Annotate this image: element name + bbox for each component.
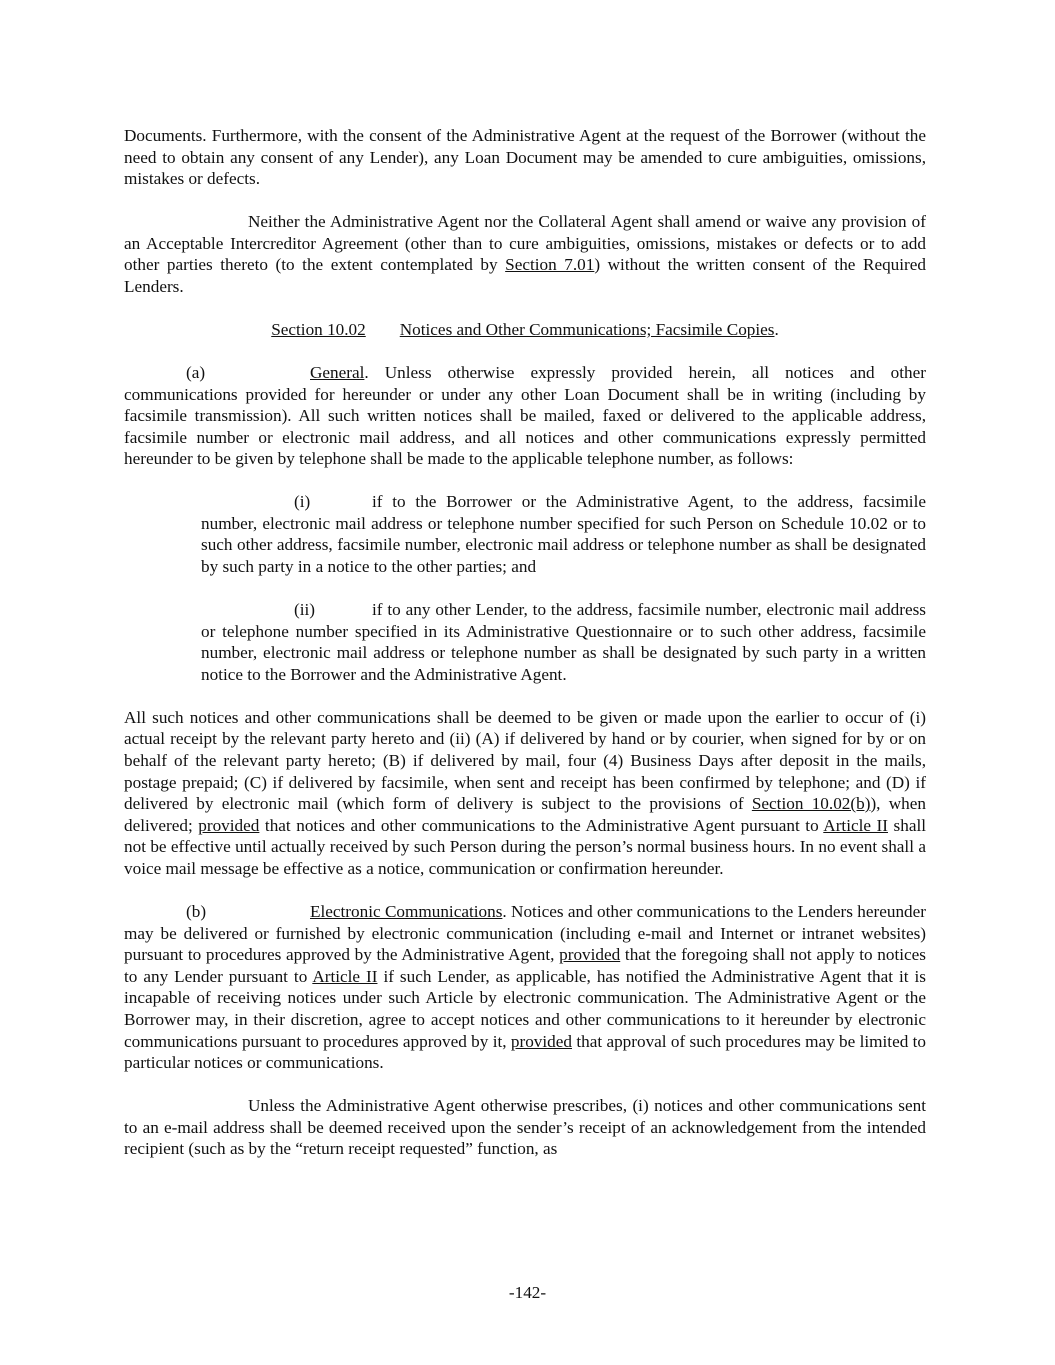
deemed-text-2: ), when delivered;: [124, 794, 926, 835]
section-title-period: .: [774, 319, 779, 339]
subsection-b-heading: Electronic Communications: [310, 901, 503, 921]
article-ii-reference-b: Article II: [312, 966, 378, 986]
subsection-a-label: (a): [186, 362, 206, 382]
subsection-b-label: (b): [186, 901, 207, 921]
paragraph-deemed-given: [124, 707, 926, 880]
deemed-text-3: that notices and other communications to the Administrative Agent pursuant to: [259, 815, 824, 835]
provided-term-2: provided: [510, 1031, 572, 1051]
subsection-a-heading: General: [310, 362, 365, 382]
section-10-02-b-reference: Section 10.02(b): [751, 794, 871, 814]
subsection-b-text-4: that approval of such procedures may be limited to particular notices or communications.: [124, 1031, 926, 1073]
paragraph-intercreditor-text-b: ) without the written consent of the Required Lenders.: [124, 255, 926, 296]
provided-term-1: provided: [559, 945, 621, 965]
section-7-01-reference: Section 7.01: [505, 255, 595, 275]
paragraph-unless: Unless the Administrative Agent otherwise prescribes, (i) notices and other communications sent to an e-mail address shall be deemed received upon the sender’s receipt of an acknowledgement from the intended recipient (such as by the “return receipt requested” function, as: [124, 1096, 926, 1159]
subsection-a: [124, 362, 926, 470]
page-number: -142-: [508, 1283, 547, 1302]
paragraph-intercreditor: [124, 211, 926, 297]
document-page: [124, 125, 926, 1160]
section-title: Notices and Other Communications; Facsimile Copies: [399, 319, 775, 339]
subsection-b-text-3: if such Lender, as applicable, has notified the Administrative Agent that it is incapable of receiving notices under such Article by electronic communication. The Administrative Agent or the Borrower may, in their discretion, agree to accept notices and other communications to it hereunder by electronic communications pursuant to procedures approved by it,: [124, 966, 926, 1051]
subsection-b: [124, 901, 926, 1074]
subsection-b-text-2: that the foregoing shall not apply to notices to any Lender pursuant to: [124, 945, 926, 986]
deemed-text-1: All such notices and other communications shall be deemed to be given or made upon the earlier to occur of (i) actual receipt by the relevant party hereto and (ii) (A) if delivered by hand or by courier, when signed for by or on behalf of the relevant party hereto; (B) if delivered by mail, four (4) Business Days after deposit in the mails, postage prepaid; (C) if delivered by facsimile, when sent and receipt has been confirmed by telephone; and (D) if delivered by electronic mail (which form of delivery is subject to the provisions of: [124, 707, 926, 814]
clause-ii: [201, 599, 926, 685]
section-number: Section 10.02: [271, 319, 366, 339]
section-heading: [124, 319, 926, 341]
clause-ii-label: (ii): [294, 600, 315, 620]
subsection-b-text-1: . Notices and other communications to the Lenders hereunder may be delivered or furnished by electronic communication (including e-mail and Internet or intranet websites) pursuant to procedures approved by the Administrative Agent,: [124, 901, 926, 965]
subsection-a-text: . Unless otherwise expressly provided herein, all notices and other communications provided for hereunder or under any other Loan Document shall be in writing (including by facsimile transmission). All such written notices shall be mailed, faxed or delivered to the applicable address, facsimile number or electronic mail address, and all notices and other communications expressly permitted hereunder to be given by telephone shall be made to the applicable telephone number, as follows:: [124, 362, 926, 469]
paragraph-intercreditor-text-a: Neither the Administrative Agent nor the Collateral Agent shall amend or waive any provision of an Acceptable Intercreditor Agreement (other than to cure ambiguities, omissions, mistakes or defects or to add other parties thereto (to the extent contemplated by: [124, 212, 926, 275]
clause-i-label: (i): [294, 492, 311, 512]
article-ii-reference: Article II: [823, 815, 888, 835]
provided-term: provided: [198, 815, 260, 835]
clause-ii-text: if to any other Lender, to the address, facsimile number, electronic mail address or telephone number specified in its Administrative Questionnaire or to such other address, facsimile number, electronic mail address or telephone number as shall be designated by such party in a written notice to the Borrower and the Administrative Agent.: [201, 600, 926, 684]
deemed-text-4: shall not be effective until actually received by such Person during the person’s normal business hours. In no event shall a voice mail message be effective as a notice, communication or confirmation hereunder.: [124, 815, 927, 878]
paragraph-amendments: Documents. Furthermore, with the consent of the Administrative Agent at the request of the Borrower (without the need to obtain any consent of any Lender), any Loan Document may be amended to cure ambiguities, omissions, mistakes or defects.: [124, 126, 926, 189]
clause-i: [201, 491, 926, 577]
clause-i-text: if to the Borrower or the Administrative Agent, to the address, facsimile number, electronic mail address or telephone number specified for such Person on Schedule 10.02 or to such other address, facsimile number, electronic mail address or telephone number as shall be designated by such party in a notice to the other parties; and: [201, 492, 926, 577]
